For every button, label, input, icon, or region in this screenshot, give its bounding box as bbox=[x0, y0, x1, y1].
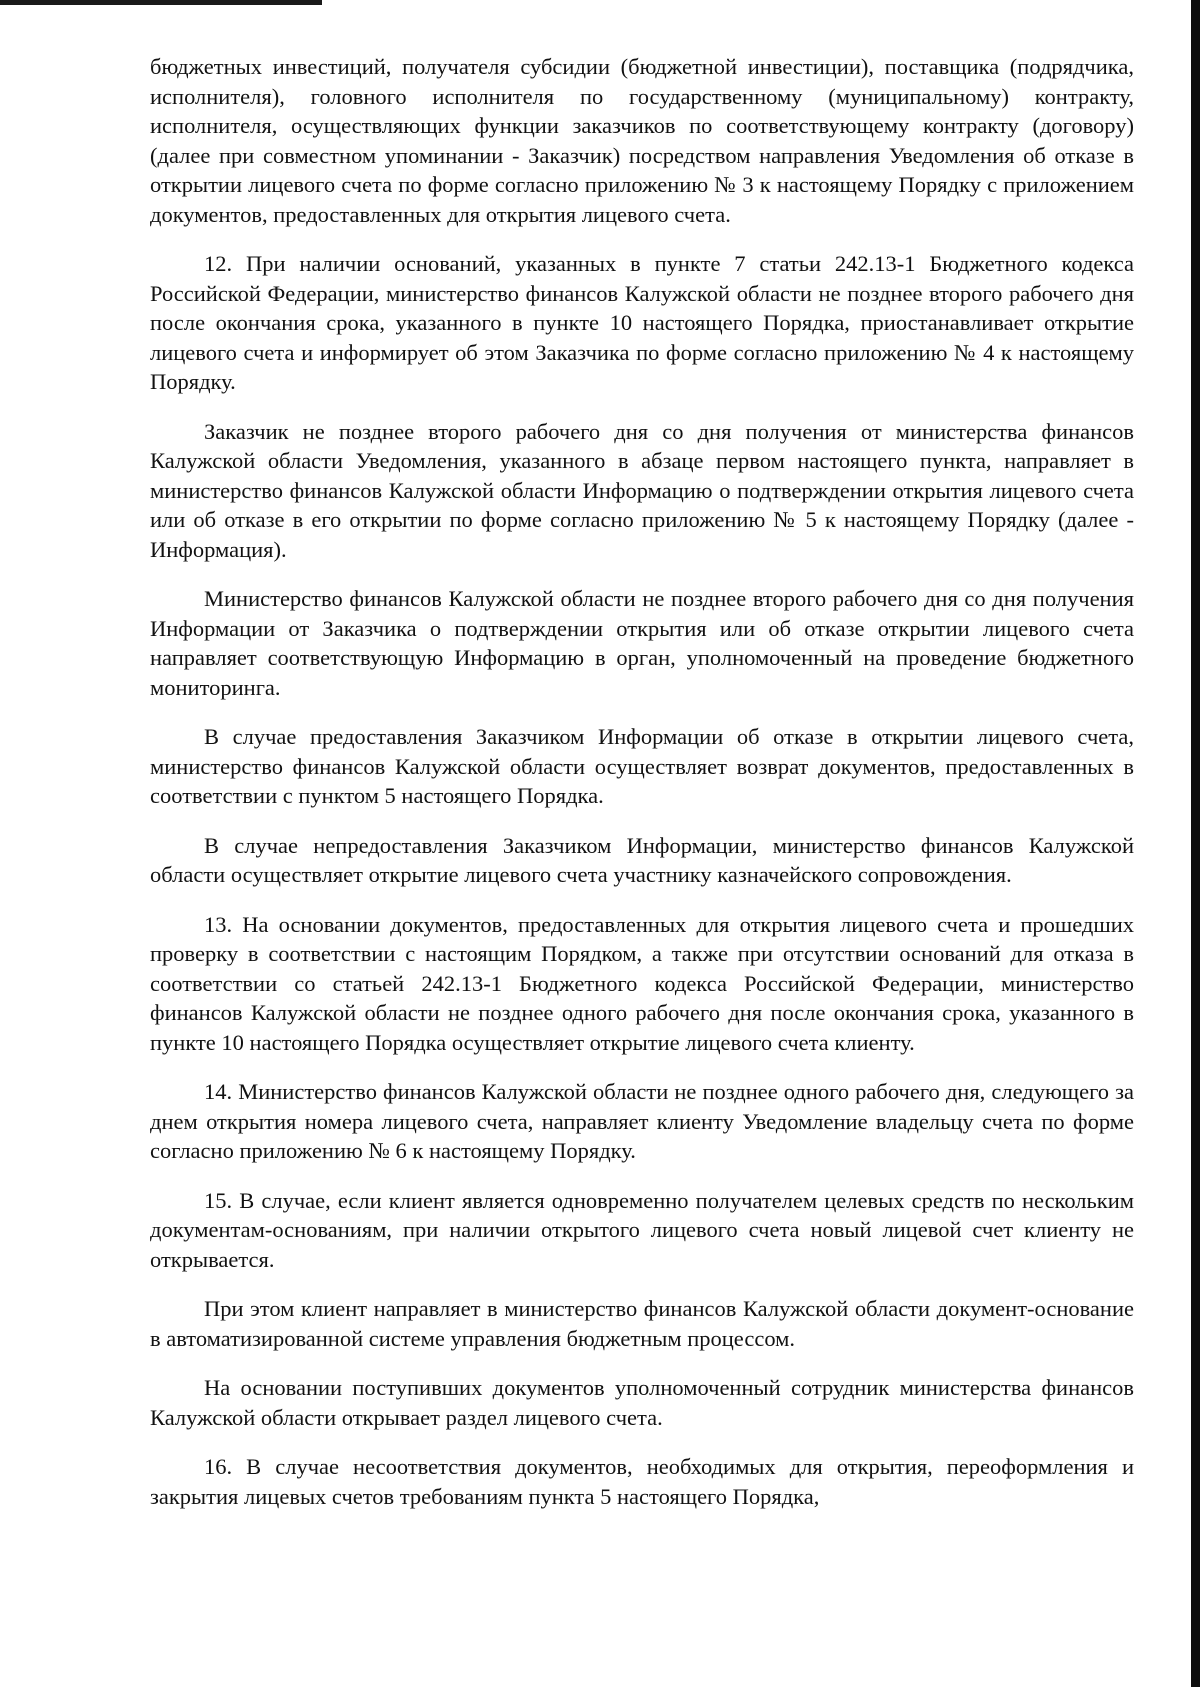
paragraph-item-15: 15. В случае, если клиент является одновременно получателем целевых средств по нескольким документам-основаниям, при наличии открытого лицевого счета новый лицевой счет клиенту не открывается. bbox=[150, 1187, 1134, 1272]
paragraph-customer-response: Заказчик не позднее второго рабочего дня со дня получения от министерства финансов Калужской области Уведомления, указанного в абзаце первом настоящего пункта, направляет в министерство финансов Калужской области Информацию о подтверждении открытия лицевого счета или об отказе в его открытии по форме согласно приложению № 5 к настоящему Порядку (далее - Информация). bbox=[150, 418, 1134, 562]
right-scan-edge bbox=[1191, 0, 1200, 1687]
paragraph-item-14: 14. Министерство финансов Калужской области не позднее одного рабочего дня, следующего за днем открытия номера лицевого счета, направляет клиенту Уведомление владельцу счета по форме согласно приложению № 6 к настоящему Порядку. bbox=[150, 1079, 1134, 1163]
paragraph-item-13: 13. На основании документов, предоставленных для открытия лицевого счета и прошедших проверку в соответствии с настоящим Порядком, а также при отсутствии оснований для отказа в соответствии со статьей 242.13-1 Бюджетного кодекса Российской Федерации, министерство финансов Калужской области не позднее одного рабочего дня после окончания срока, указанного в пункте 10 настоящего Порядка осуществляет открытие лицевого счета клиенту. bbox=[150, 911, 1134, 1055]
document-page bbox=[150, 52, 1134, 1531]
paragraph-section-opening: На основании поступивших документов уполномоченный сотрудник министерства финансов Калужской области открывает раздел лицевого счета. bbox=[150, 1375, 1134, 1430]
paragraph-item-12: 12. При наличии оснований, указанных в пункте 7 статьи 242.13-1 Бюджетного кодекса Российской Федерации, министерство финансов Калужской области не позднее второго рабочего дня после окончания срока, указанного в пункте 10 настоящего Порядка, приостанавливает открытие лицевого счета и информирует об этом Заказчика по форме согласно приложению № 4 к настоящему Порядку. bbox=[150, 251, 1134, 394]
paragraph-continuation: бюджетных инвестиций, получателя субсидии (бюджетной инвестиции), поставщика (подрядчика, исполнителя), головного исполнителя по государственному (муниципальному) контракту, исполнителя, осуществляющих функции заказчиков по соответствующему контракту (договору) (далее при совместном упоминании - Заказчик) посредством направления Уведомления об отказе в открытии лицевого счета по форме согласно приложению № 3 к настоящему Порядку с приложением документов, предоставленных для открытия лицевого счета. bbox=[150, 54, 1134, 227]
paragraph-client-submission: При этом клиент направляет в министерство финансов Калужской области документ-основание в автоматизированной системе управления бюджетным процессом. bbox=[150, 1296, 1134, 1351]
paragraph-refusal-return: В случае предоставления Заказчиком Информации об отказе в открытии лицевого счета, министерство финансов Калужской области осуществляет возврат документов, предоставленных в соответствии с пунктом 5 настоящего Порядка. bbox=[150, 724, 1134, 808]
paragraph-item-16: 16. В случае несоответствия документов, необходимых для открытия, переоформления и закрытия лицевых счетов требованиям пункта 5 настоящего Порядка, bbox=[150, 1454, 1134, 1509]
top-scan-rule bbox=[0, 0, 322, 5]
paragraph-ministry-forwarding: Министерство финансов Калужской области не позднее второго рабочего дня со дня получения Информации от Заказчика о подтверждении открытия или об отказе открытии лицевого счета направляет соответствующую Информацию в орган, уполномоченный на проведение бюджетного мониторинга. bbox=[150, 586, 1134, 700]
paragraph-no-information: В случае непредоставления Заказчиком Информации, министерство финансов Калужской области осуществляет открытие лицевого счета участнику казначейского сопровождения. bbox=[150, 832, 1134, 887]
